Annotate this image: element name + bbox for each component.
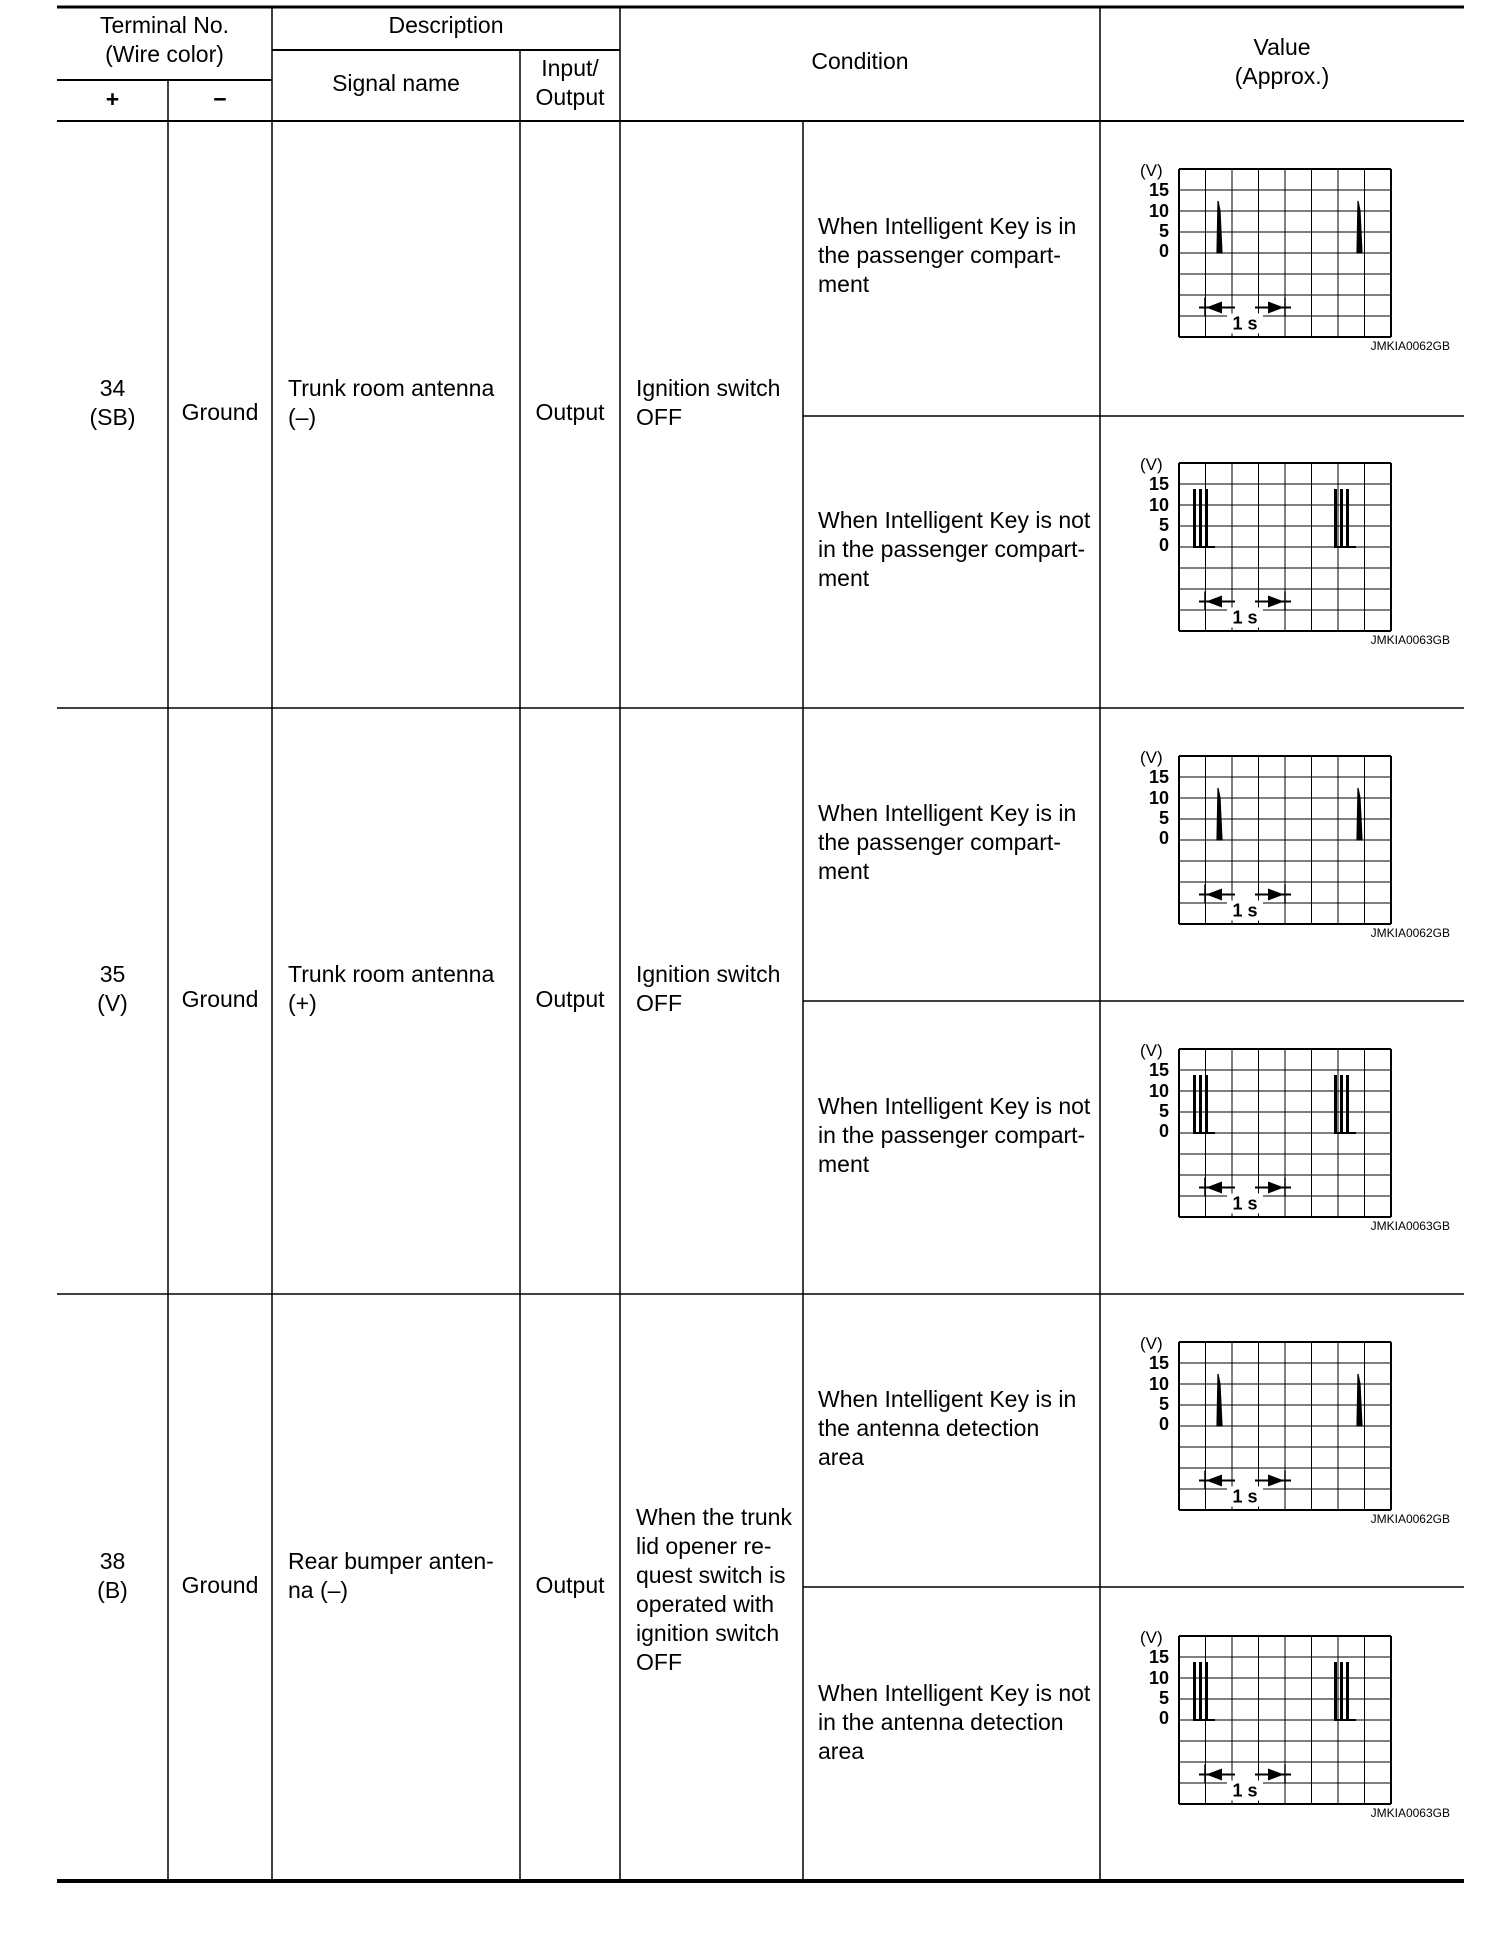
waveform-y-tick: 10 [1148,1667,1169,1688]
figure-code: JMKIA0062GB [1370,926,1450,940]
figure-code: JMKIA0062GB [1370,1512,1450,1526]
header-minus: − [213,86,227,112]
signal-name: Trunk room antenna (+) [288,961,495,1016]
waveform-y-unit: (V) [1140,1041,1163,1060]
io-direction: Output [535,399,605,425]
terminal-number: 38 (B) [97,1547,128,1603]
sub-condition-text: When Intelligent Key is not in the passenger compart- ment [818,1093,1091,1177]
waveform-y-unit: (V) [1140,161,1163,180]
signal-name: Rear bumper anten- na (–) [288,1547,494,1603]
time-scale-label: 1 s [1232,900,1258,921]
waveform-y-tick: 10 [1148,788,1169,808]
waveform-y-tick: 0 [1158,1707,1169,1728]
waveform-y-tick: 10 [1148,1374,1169,1394]
io-direction: Output [535,985,605,1012]
waveform-svg [1138,1041,1448,1241]
waveform-pulses [1217,201,1362,253]
oscilloscope-waveform [1138,161,1448,361]
waveform-y-tick: 10 [1148,201,1169,221]
waveform-y-tick: 0 [1158,828,1169,848]
waveform-svg [1138,748,1448,948]
waveform-pulses [1193,489,1356,547]
header-input-output: Input/ Output [535,55,605,110]
figure-code: JMKIA0063GB [1370,1219,1450,1233]
waveform-y-tick: 5 [1158,514,1169,535]
figure-code: JMKIA0062GB [1370,339,1450,353]
waveform-y-tick: 15 [1148,1353,1169,1373]
header-plus: + [105,86,120,112]
header-signal-name: Signal name [332,70,460,96]
waveform-y-tick: 0 [1158,534,1169,555]
waveform-y-tick: 0 [1158,1414,1169,1434]
header-terminal-no: Terminal No. (Wire color) [99,12,230,67]
waveform-y-unit: (V) [1140,1627,1163,1647]
waveform-y-tick: 5 [1158,1394,1169,1414]
waveform-y-tick: 0 [1158,1121,1169,1141]
waveform-y-tick: 10 [1148,494,1169,515]
io-direction: Output [535,1572,605,1598]
waveform-pulses [1193,1662,1356,1720]
sub-condition-text: When Intelligent Key is in the passenger compart- ment [818,213,1077,298]
waveform-y-tick: 15 [1148,1060,1169,1080]
header-value: Value (Approx.) [1234,34,1330,89]
waveform-y-tick: 15 [1148,180,1169,200]
waveform-y-tick: 15 [1148,767,1169,787]
waveform-svg [1138,1628,1448,1828]
time-scale-label: 1 s [1232,607,1258,627]
sub-condition-text: When Intelligent Key is in the passenger compart- ment [818,800,1077,884]
waveform-y-unit: (V) [1140,454,1163,474]
waveform-y-tick: 0 [1158,241,1169,261]
waveform-pulses [1217,788,1362,840]
condition-text: When the trunk lid opener re- quest switch is operated with ignition switch OFF [636,1503,792,1675]
condition-text: Ignition switch OFF [636,961,781,1016]
waveform-svg [1138,1334,1448,1534]
waveform-y-unit: (V) [1140,748,1163,767]
figure-code: JMKIA0063GB [1370,632,1450,647]
waveform-pulses [1193,1075,1356,1133]
terminal-ground: Ground [181,985,259,1012]
sub-condition-text: When Intelligent Key is not in the antenna detection area [818,1679,1091,1764]
sub-condition-text: When Intelligent Key is not in the passenger compart- ment [818,506,1091,591]
waveform-y-tick: 5 [1158,1687,1169,1708]
time-scale-label: 1 s [1232,313,1258,334]
figure-code: JMKIA0063GB [1370,1805,1450,1820]
waveform-y-tick: 10 [1148,1081,1169,1101]
terminal-ground: Ground [181,1572,259,1598]
waveform-y-tick: 5 [1158,808,1169,828]
header-condition: Condition [811,48,909,74]
header-description: Description [388,12,504,38]
terminal-ground: Ground [181,399,259,425]
terminal-number: 35 (V) [97,961,128,1016]
time-scale-label: 1 s [1232,1780,1258,1800]
oscilloscope-waveform [1138,1334,1448,1534]
condition-text: Ignition switch OFF [636,374,781,430]
waveform-y-unit: (V) [1140,1334,1163,1353]
time-scale-label: 1 s [1232,1486,1258,1507]
waveform-y-tick: 5 [1158,221,1169,241]
waveform-y-tick: 15 [1148,473,1169,494]
oscilloscope-waveform [1138,748,1448,948]
oscilloscope-waveform [1138,1041,1448,1241]
oscilloscope-waveform [1138,455,1448,655]
oscilloscope-waveform [1138,1628,1448,1828]
waveform-svg [1138,455,1448,655]
terminal-number: 34 (SB) [89,374,136,430]
waveform-pulses [1217,1374,1362,1426]
waveform-y-tick: 5 [1158,1101,1169,1121]
sub-condition-text: When Intelligent Key is in the antenna detection area [818,1386,1077,1471]
waveform-svg [1138,161,1448,361]
waveform-y-tick: 15 [1148,1646,1169,1667]
signal-name: Trunk room antenna (–) [288,374,495,430]
time-scale-label: 1 s [1232,1193,1258,1214]
